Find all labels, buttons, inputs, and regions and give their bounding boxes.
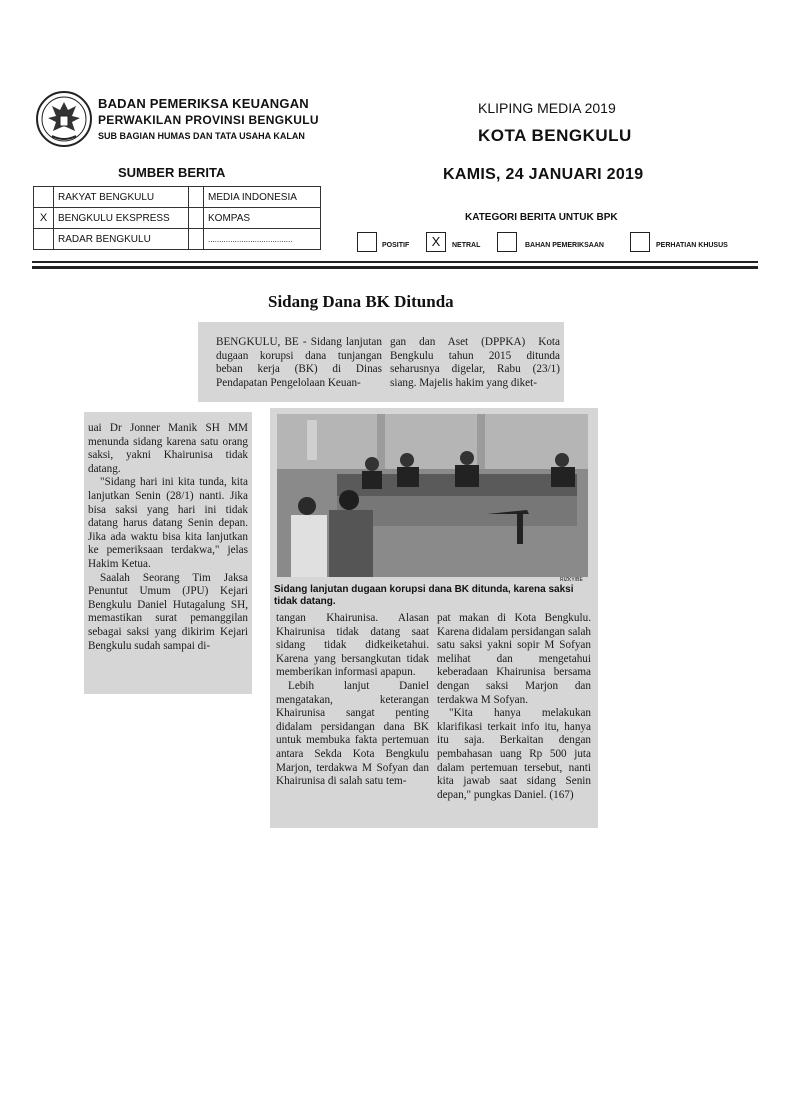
left-column-clipping: [84, 412, 252, 694]
article-paragraph: pat makan di Kota Bengkulu. Karena didalam persidangan salah satu saksi yakni sopir M Sofyan melihat dan mengetahui keberadaan Khairunisa bersama dengan saksi Marjon dan terdakwa M Sofyan.: [437, 612, 591, 706]
courtroom-photo-image: [277, 414, 588, 577]
article-headline: Sidang Dana BK Ditunda: [268, 292, 454, 311]
org-name-line1: BADAN PEMERIKSA KEUANGAN: [98, 96, 309, 111]
source-name: ......................................: [204, 229, 321, 250]
org-name-line3: SUB BAGIAN HUMAS DAN TATA USAHA KALAN: [98, 131, 305, 141]
lead-column-2: gan dan Aset (DPPKA) Kota Bengkulu tahun 2015 ditunda seharusnya digelar, Rabu (23/1) siang. Majelis hakim yang diket-: [390, 336, 560, 389]
courtroom-photo: [277, 414, 588, 577]
date-title: KAMIS, 24 JANUARI 2019: [443, 166, 644, 183]
article-paragraph: Lebih lanjut Daniel mengatakan, keterangan Khairunisa sangat penting didalam persidangan dana BK untuk membuka fakta pertemuan antara Sekda Kota Bengkulu Marjon, terdakwa M Sofyan dan Khairunisa di salah satu tem-: [276, 679, 429, 788]
article-paragraph: "Sidang hari ini kita tunda, kita lanjutkan Senin (28/1) nanti. Jika bisa saksi yang hari ini tidak datang harus datang Senin depan. Jika ada waktu bisa kita lanjutkan ke pemeriksaan terdakwa," jelas Hakim Ketua.: [88, 476, 248, 570]
lead-clipping: [198, 322, 564, 402]
bpk-garuda-logo-icon: [34, 88, 94, 150]
perhatian-khusus-label: PERHATIAN KHUSUS: [656, 242, 728, 249]
article-paragraph: uai Dr Jonner Manik SH MM menunda sidang karena satu orang saksi, yakni Khairunisa tidak datang.: [88, 422, 248, 475]
source-name: KOMPAS: [204, 208, 321, 229]
header-divider-bottom: [32, 266, 758, 269]
article-paragraph: "Kita hanya melakukan klarifikasi terkait info itu, hanya itu saja. Berkaitan dengan pembahasan uang Rp 500 juta dalam pertemuan tersebut, nanti kita jawab saat sidang Senin depan," pungkas Daniel. (167): [437, 707, 591, 801]
source-name: RAKYAT BENGKULU: [54, 187, 189, 208]
photo-credit: RIZKY/BE: [560, 577, 583, 583]
source-mark: [189, 229, 204, 250]
positif-label: POSITIF: [382, 242, 410, 249]
perhatian-khusus-checkbox[interactable]: [630, 232, 650, 252]
netral-label: NETRAL: [452, 242, 481, 249]
article-paragraph: tangan Khairunisa. Alasan Khairunisa tidak datang saat sidang tidak didkeiketahui. Karena yang bersangkutan tidak memberikan informasi apapun.: [276, 612, 429, 679]
bahan-pemeriksaan-checkbox[interactable]: [497, 232, 517, 252]
sumber-berita-title: SUMBER BERITA: [118, 165, 226, 180]
source-mark: [34, 187, 54, 208]
positif-checkbox[interactable]: [357, 232, 377, 252]
source-mark: X: [34, 208, 54, 229]
lead-column-1: BENGKULU, BE - Sidang lanjutan dugaan korupsi dana tunjangan beban kerja (BK) di Dinas Pendapatan Pengelolaan Keuan-: [216, 336, 382, 389]
kliping-title: KLIPING MEDIA 2019: [478, 100, 616, 116]
source-mark: [189, 187, 204, 208]
left-column-text: [88, 422, 248, 653]
middle-column-text: [276, 612, 429, 789]
source-name: MEDIA INDONESIA: [204, 187, 321, 208]
source-name: BENGKULU EKSPRESS: [54, 208, 189, 229]
source-row: [34, 187, 321, 208]
right-column-text: [437, 612, 591, 802]
source-table: [33, 186, 321, 250]
photo-caption: Sidang lanjutan dugaan korupsi dana BK ditunda, karena saksi tidak datang.: [274, 584, 574, 607]
kategori-title: KATEGORI BERITA UNTUK BPK: [465, 212, 618, 223]
source-name: RADAR BENGKULU: [54, 229, 189, 250]
netral-checkbox[interactable]: X: [426, 232, 446, 252]
header-divider-top: [32, 261, 758, 263]
source-row: [34, 229, 321, 250]
source-row: [34, 208, 321, 229]
kota-title: KOTA BENGKULU: [478, 126, 632, 145]
bahan-pemeriksaan-label: BAHAN PEMERIKSAAN: [525, 242, 604, 249]
source-mark: [34, 229, 54, 250]
org-name-line2: PERWAKILAN PROVINSI BENGKULU: [98, 113, 319, 127]
article-paragraph: Saalah Seorang Tim Jaksa Penuntut Umum (JPU) Kejari Bengkulu Daniel Hutagalung SH, memastikan surat pemanggilan sebagai saksi yang dikirim Kejari Bengkulu sudah sampai di-: [88, 571, 248, 652]
source-mark: [189, 208, 204, 229]
